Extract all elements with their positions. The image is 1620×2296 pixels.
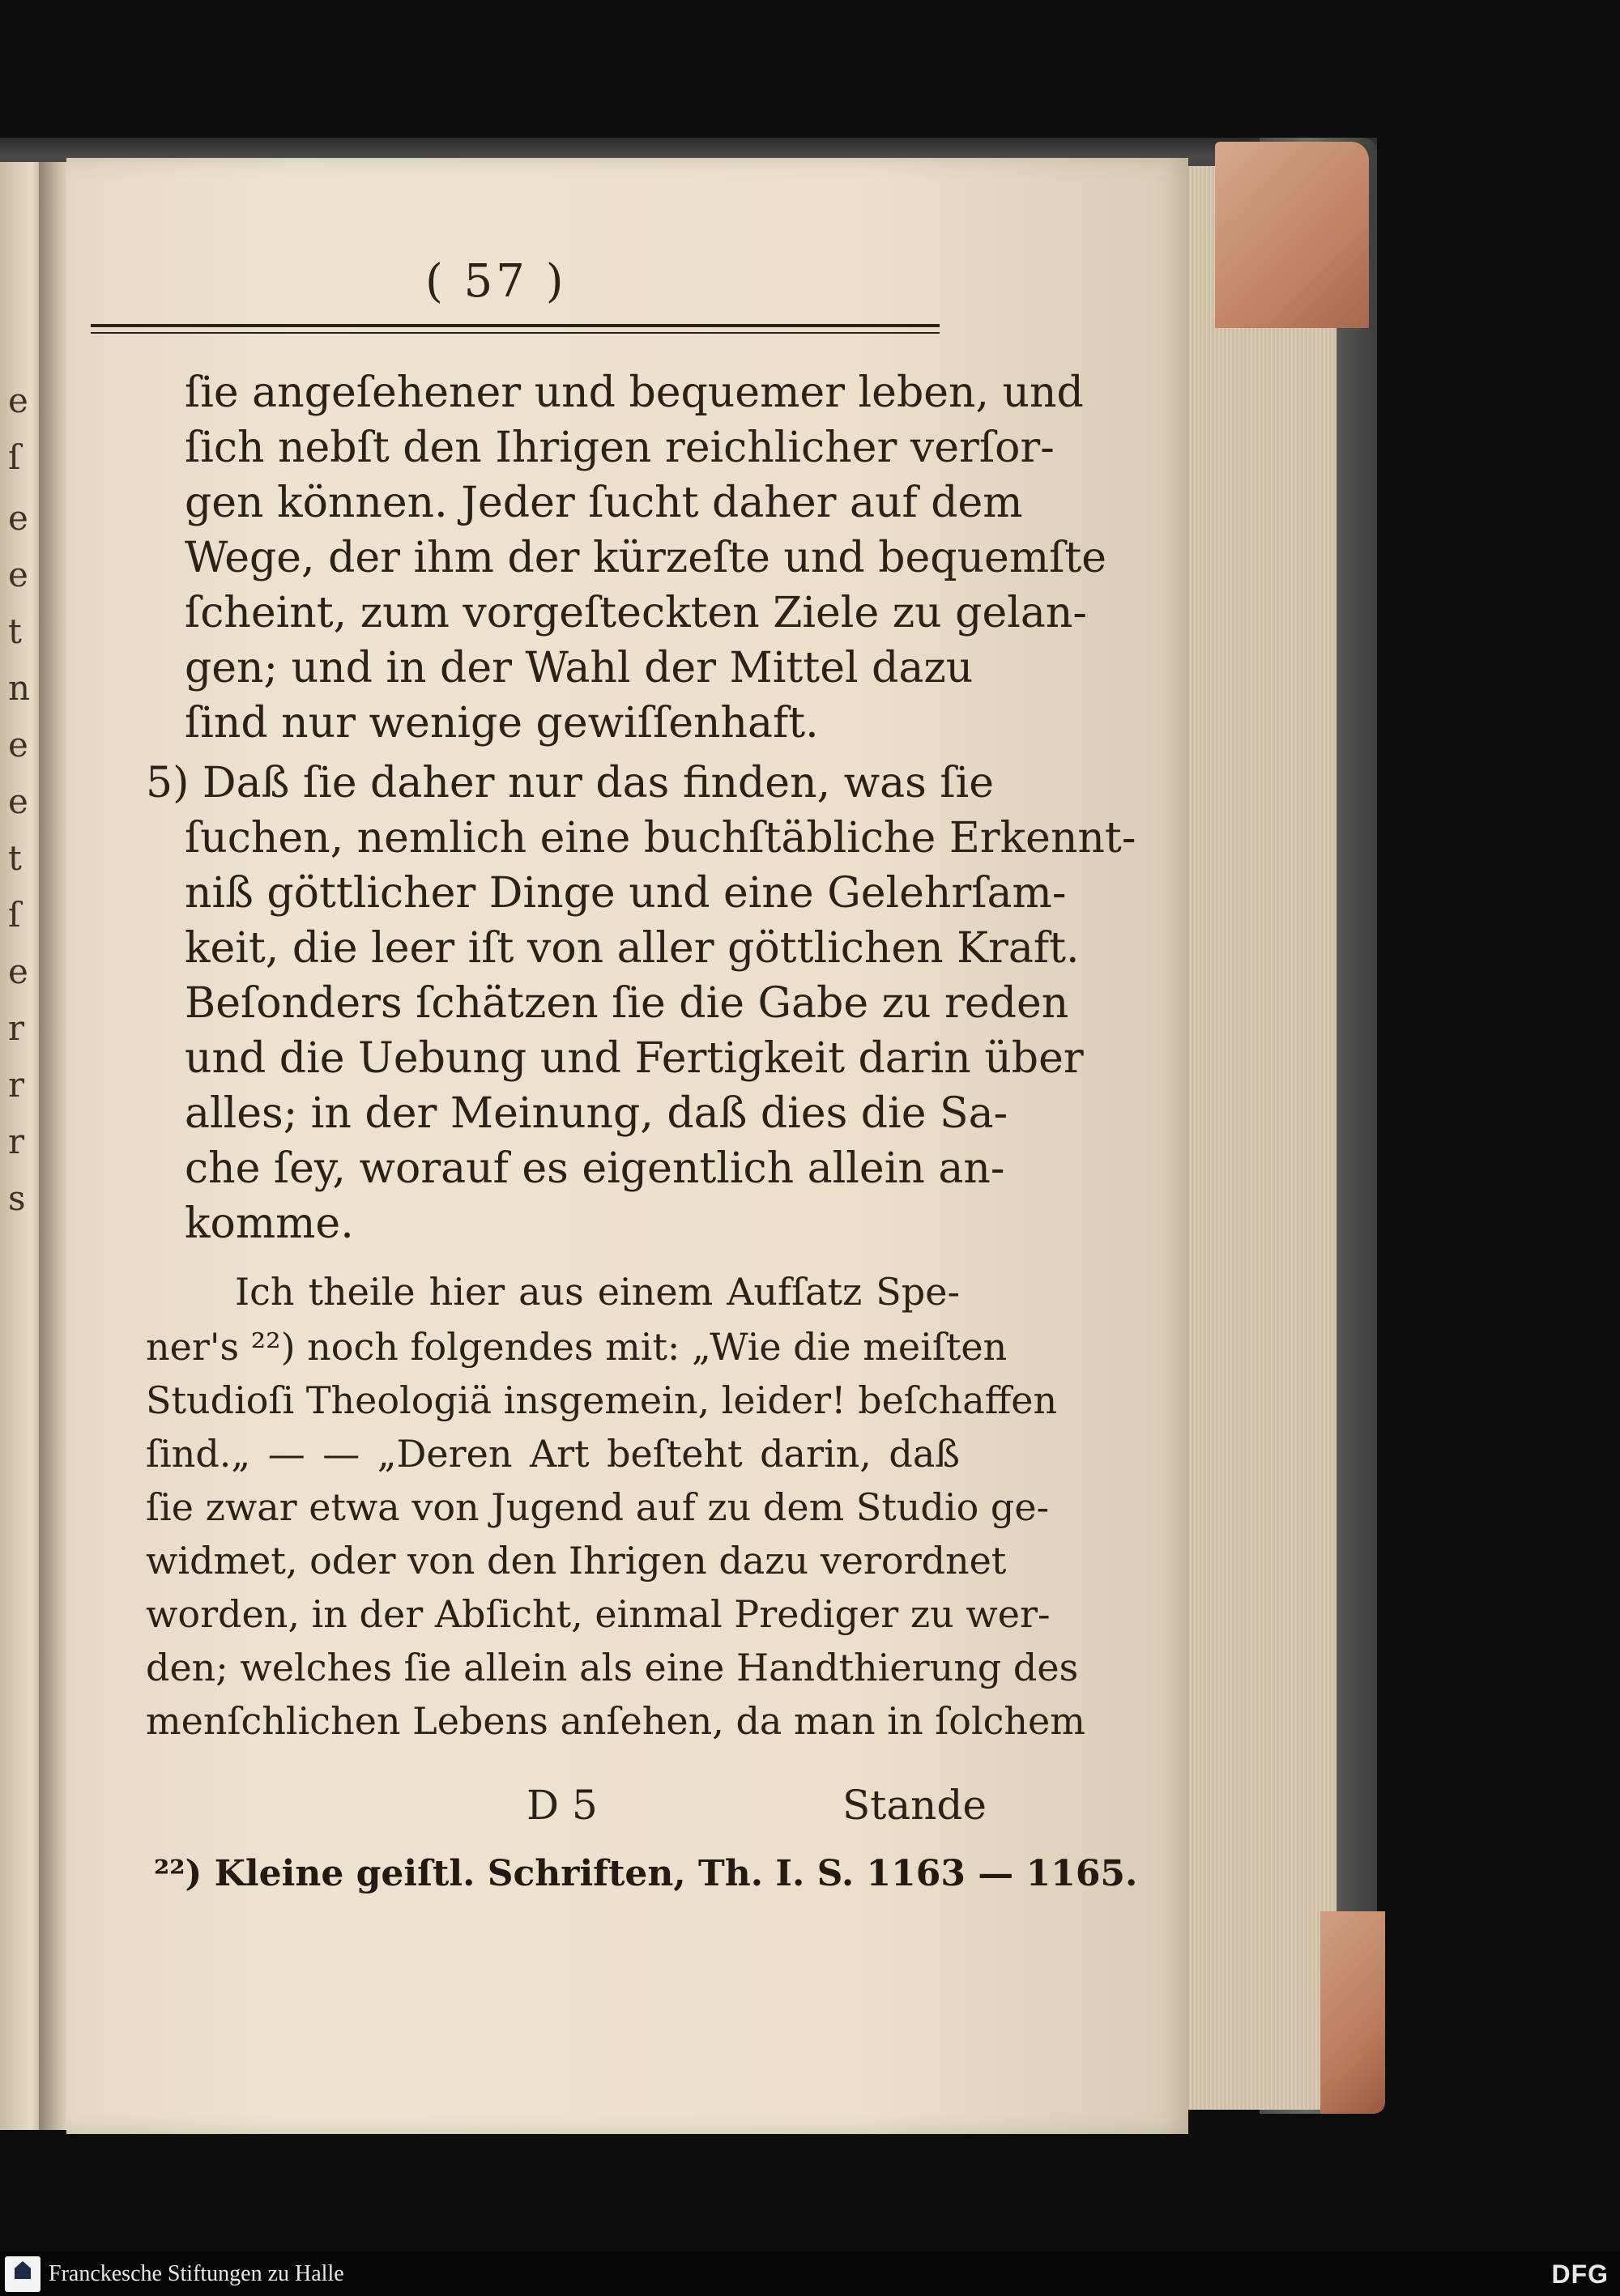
left-page-letter: e [8,555,28,594]
paragraph-first-line: Ich theile hier aus einem Aufſatz Spe- [235,1270,960,1314]
text-line: ſind nur wenige gewiſſenhaft. [185,699,819,748]
left-page-letter: t [8,838,22,878]
footnote: ²²) Kleine geiſtl. Schriften, Th. I. S. 1163 — 1165. [154,1853,1138,1894]
text-line: menſchlichen Lebens anſehen, da man in ſolchem [146,1699,1085,1743]
text-line: ſie angeſehener und bequemer leben, und [185,368,1084,417]
text-line: alles; in der Meinung, daß dies die Sa- [185,1089,1008,1138]
text-line: ſind.„ — — „Deren Art beſteht darin, daß [146,1432,960,1476]
institution-name: Franckesche Stiftungen zu Halle [49,2261,344,2286]
text-line: niß göttlicher Dinge und eine Gelehrſam- [185,869,1067,918]
text-line: ſich nebſt den Ihrigen reichlicher verſor- [185,424,1055,472]
catchword: Stande [842,1782,987,1829]
left-page-letter: e [8,782,28,821]
text-line: gen können. Jeder ſucht daher auf dem [185,479,1023,527]
text-line: komme. [185,1199,354,1248]
text-line: und die Uebung und Fertigkeit darin über [185,1034,1084,1083]
left-page-letter: r [8,1122,25,1161]
text-line: Studioſi Theologiä insgemein, leider! beſchaffen [146,1378,1058,1422]
left-page-letter: n [8,668,31,708]
left-page-letter: r [8,1065,25,1105]
left-page-letter: e [8,498,28,538]
header-rule-thin [91,332,940,334]
funder-logo: DFG [1551,2260,1609,2289]
text-line: gen; und in der Wahl der Mittel dazu [185,644,974,692]
left-page-letter: r [8,1008,25,1048]
text-line: Wege, der ihm der kürzeſte und bequemſte [185,534,1107,582]
text-line: den; welches ſie allein als eine Handthierung des [146,1646,1079,1689]
left-page-letter: e [8,725,28,765]
left-page-letter: e [8,952,28,991]
signature-mark: D 5 [526,1782,598,1829]
page-edges [1166,166,1336,2110]
text-line: keit, die leer iſt von aller göttlichen Kraft. [185,924,1080,973]
header-rule [91,324,940,327]
text-line: Beſonders ſchätzen ſie die Gabe zu reden [185,979,1069,1028]
text-line: ner's ²²) noch folgendes mit: „Wie die meiſten [146,1325,1008,1369]
leather-corner-bottom [1320,1911,1385,2114]
left-page-letter: t [8,611,22,651]
text-line: ſuchen, nemlich eine buchſtäbliche Erkennt- [185,814,1136,863]
text-line: ſcheint, zum vorgeſteckten Ziele zu gelan- [185,589,1087,637]
text-line: ſie zwar etwa von Jugend auf zu dem Studio ge- [146,1485,1050,1529]
left-page-letter: ſ [8,437,21,477]
left-page-letter: s [8,1178,26,1218]
text-line: widmet, oder von den Ihrigen dazu verordnet [146,1539,1007,1582]
page-number: ( 57 ) [425,255,567,308]
left-page-letter: ſ [8,895,21,935]
leather-corner-top [1215,142,1369,328]
text-line: che ſey, worauf es eigentlich allein an- [185,1144,1005,1193]
text-line: worden, in der Abſicht, einmal Prediger zu wer- [146,1592,1051,1636]
list-item-5: 5) Daß ſie daher nur das finden, was ſie [146,759,995,807]
left-page-letter: e [8,381,28,420]
